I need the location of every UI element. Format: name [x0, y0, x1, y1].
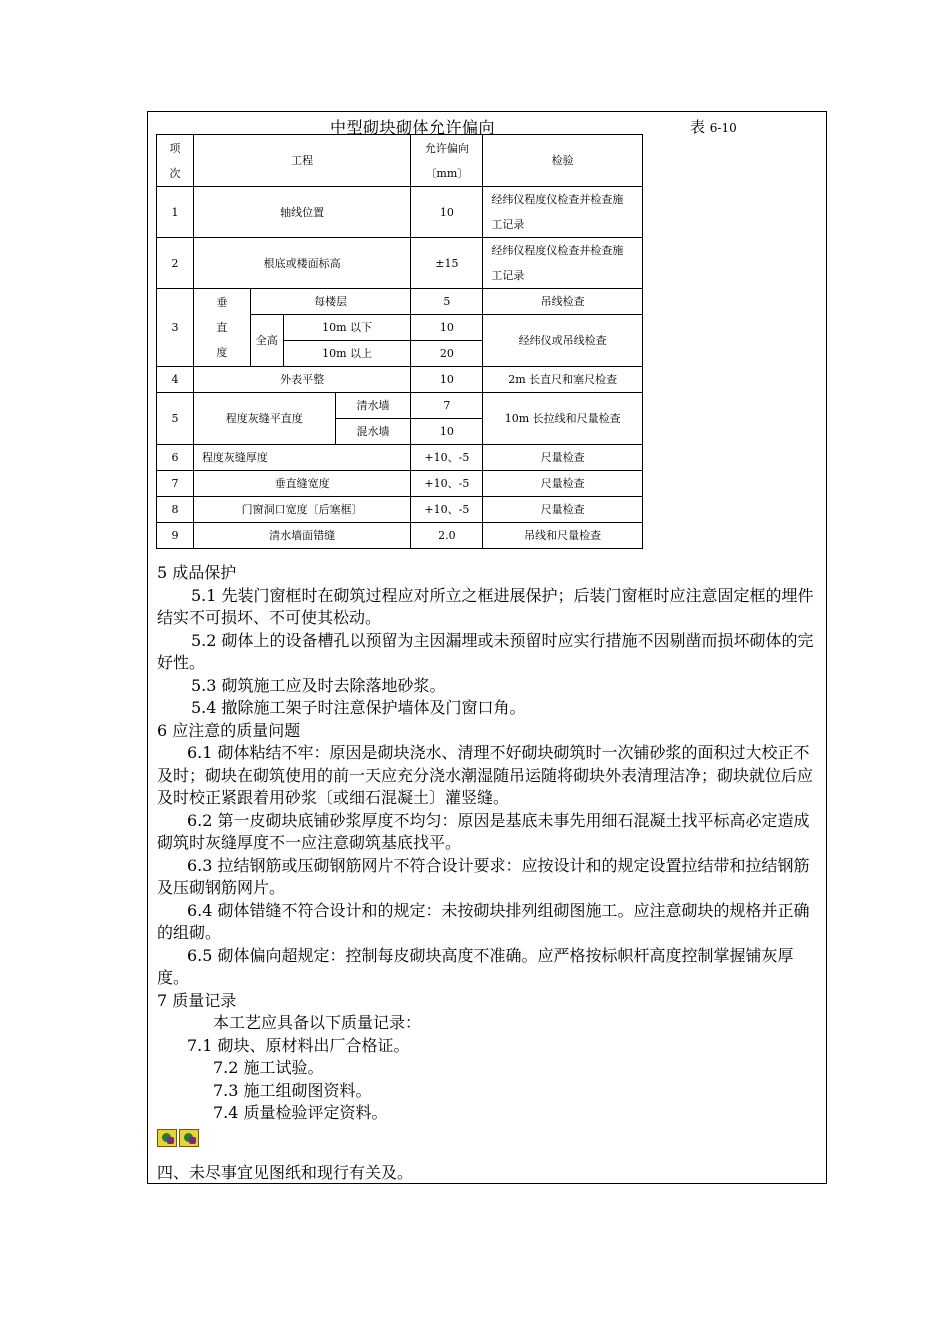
table-row — [157, 367, 643, 393]
header-item-no — [157, 135, 194, 187]
row-project: 外表平整 — [193, 367, 410, 393]
row-no: 7 — [157, 471, 194, 497]
row-project: 程度灰缝平直度 — [193, 393, 335, 445]
row-no: 4 — [157, 367, 194, 393]
header-item-no-b: 次 — [169, 166, 181, 180]
paragraph: 6.5 砌体偏向超规定：控制每皮砌块高度不准确。应严格按标帜杆高度控制掌握铺灰厚度。 — [157, 945, 794, 987]
list-item: 7.1 砌块、原材料出厂合格证。 — [187, 1035, 410, 1055]
row-no: 5 — [157, 393, 194, 445]
table-row — [157, 471, 643, 497]
paragraph: 6.4 砌体错缝不符合设计和的规定：未按砌块排列组砌图施工。应注意砌块的规格并正确的组砌。 — [157, 900, 810, 942]
row-sub-project: 每楼层 — [250, 289, 411, 315]
table-number-value: 6-10 — [709, 121, 737, 135]
vertical-char-3: 度 — [216, 346, 228, 359]
row-no: 6 — [157, 445, 194, 471]
table-row — [157, 393, 643, 419]
row-project: 轴线位置 — [193, 187, 410, 238]
list-item: 7.3 施工组砌图资料。 — [213, 1080, 372, 1100]
table-row — [157, 497, 643, 523]
header-deviation — [411, 135, 483, 187]
row-project: 程度灰缝厚度 — [193, 445, 410, 471]
row-deviation: 10 — [411, 187, 483, 238]
table-row — [157, 289, 643, 315]
decorative-icons — [157, 1129, 819, 1147]
row-vertical-label — [193, 289, 250, 367]
vertical-char-2: 直 — [216, 321, 228, 334]
row-project: 根底或楼面标高 — [193, 238, 410, 289]
table-header-row — [157, 135, 643, 187]
paragraph: 5.4 撤除施工架子时注意保护墙体及门窗口角。 — [191, 698, 526, 717]
row-sub-project: 混水墙 — [335, 419, 411, 445]
row-check-line-2: 工记录 — [491, 269, 525, 282]
row-sub-project: 清水墙 — [335, 393, 411, 419]
paragraph: 5.2 砌体上的设备槽孔以预留为主因漏埋或未预留时应实行措施不因剔凿而损坏砌体的完好性。 — [157, 630, 814, 672]
paragraph: 5.3 砌筑施工应及时去除落地砂浆。 — [191, 675, 446, 695]
paragraph: 6.3 拉结钢筋或压砌钢筋网片不符合设计要求：应按设计和的规定设置拉结带和拉结钢筋及压砌钢筋网片。 — [157, 855, 810, 897]
table-row — [157, 187, 643, 238]
section-heading: 7 质量记录 — [157, 990, 237, 1010]
row-check: 尺量检查 — [483, 471, 643, 497]
row-sub-project: 10m 以上 — [283, 341, 411, 367]
row-check: 吊线检查 — [483, 289, 643, 315]
row-check — [483, 238, 643, 289]
section-heading: 5 成品保护 — [157, 563, 237, 582]
row-no: 2 — [157, 238, 194, 289]
body-text — [157, 562, 819, 1150]
row-project: 垂直缝宽度 — [193, 471, 410, 497]
paragraph — [157, 742, 819, 810]
row-check: 2m 长直尺和塞尺检查 — [483, 367, 643, 393]
row-project: 门窗洞口宽度〔后塞框〕 — [193, 497, 410, 523]
section-heading: 6 应注意的质量问题 — [157, 720, 301, 740]
row-full-height: 全高 — [250, 315, 283, 367]
row-check — [483, 187, 643, 238]
list-item: 7.2 施工试验。 — [213, 1058, 324, 1077]
table-row — [157, 445, 643, 471]
row-check: 经纬仪或吊线检查 — [483, 315, 643, 367]
vertical-char-1: 垂 — [216, 296, 228, 309]
paragraph-text: 6.1 砌体粘结不牢：原因是砌块浇水、清理不好砌块砌筑时一次铺砂浆的面积过大校正不及时；砌块在砌筑使用的前一天应充分浇水潮湿随吊运随将砌块外表清理洁净；砌块就位后应及时校正紧跟着用砂浆〔或细石混凝土〕灌竖缝。 — [157, 743, 814, 807]
row-no: 3 — [157, 289, 194, 367]
row-deviation: +10、-5 — [411, 497, 483, 523]
table-row — [157, 523, 643, 549]
header-deviation-b: 〔mm〕 — [425, 166, 469, 180]
row-deviation: 10 — [411, 419, 483, 445]
row-no: 1 — [157, 187, 194, 238]
clipart-icon — [179, 1129, 199, 1147]
row-no: 9 — [157, 523, 194, 549]
paragraph: 6.2 第一皮砌块底铺砂浆厚度不均匀：原因是基底未事先用细石混凝土找平标高必定造成砌筑时灰缝厚度不一应注意砌筑基底找平。 — [157, 810, 810, 852]
table-title: 中型砌块砌体允许偏向 — [330, 118, 496, 137]
row-check: 尺量检查 — [483, 445, 643, 471]
allowed-deviation-table — [156, 134, 643, 549]
row-deviation: 10 — [411, 315, 483, 341]
row-deviation: 10 — [411, 367, 483, 393]
closing-line: 四、未尽事宜见图纸和现行有关及。 — [157, 1163, 414, 1182]
row-deviation: +10、-5 — [411, 471, 483, 497]
row-no: 8 — [157, 497, 194, 523]
row-deviation: 5 — [411, 289, 483, 315]
row-deviation: ±15 — [411, 238, 483, 289]
row-project: 清水墙面错缝 — [193, 523, 410, 549]
header-project: 工程 — [193, 135, 410, 187]
row-deviation: +10、-5 — [411, 445, 483, 471]
header-check: 检验 — [483, 135, 643, 187]
row-check: 10m 长拉线和尺量检查 — [483, 393, 643, 445]
row-check-line-1: 经纬仪程度仪检查并检查施 — [491, 193, 624, 206]
paragraph: 本工艺应具备以下质量记录： — [213, 1013, 422, 1032]
paragraph: 5.1 先装门窗框时在砌筑过程应对所立之框进展保护；后装门窗框时应注意固定框的埋件结实不可损坏、不可使其松动。 — [157, 585, 814, 627]
table-number-prefix: 表 — [690, 118, 706, 136]
row-check: 吊线和尺量检查 — [483, 523, 643, 549]
row-sub-project: 10m 以下 — [283, 315, 411, 341]
row-check-line-1: 经纬仪程度仪检查并检查施 — [491, 244, 624, 257]
list-item: 7.4 质量检验评定资料。 — [213, 1103, 388, 1122]
table-row — [157, 238, 643, 289]
header-deviation-a: 允许偏向 — [424, 141, 469, 155]
row-check: 尺量检查 — [483, 497, 643, 523]
clipart-icon — [157, 1129, 177, 1147]
header-item-no-a: 项 — [169, 141, 181, 155]
row-deviation: 2.0 — [411, 523, 483, 549]
row-check-line-2: 工记录 — [491, 218, 525, 231]
row-deviation: 20 — [411, 341, 483, 367]
row-deviation: 7 — [411, 393, 483, 419]
table-number — [690, 116, 737, 137]
